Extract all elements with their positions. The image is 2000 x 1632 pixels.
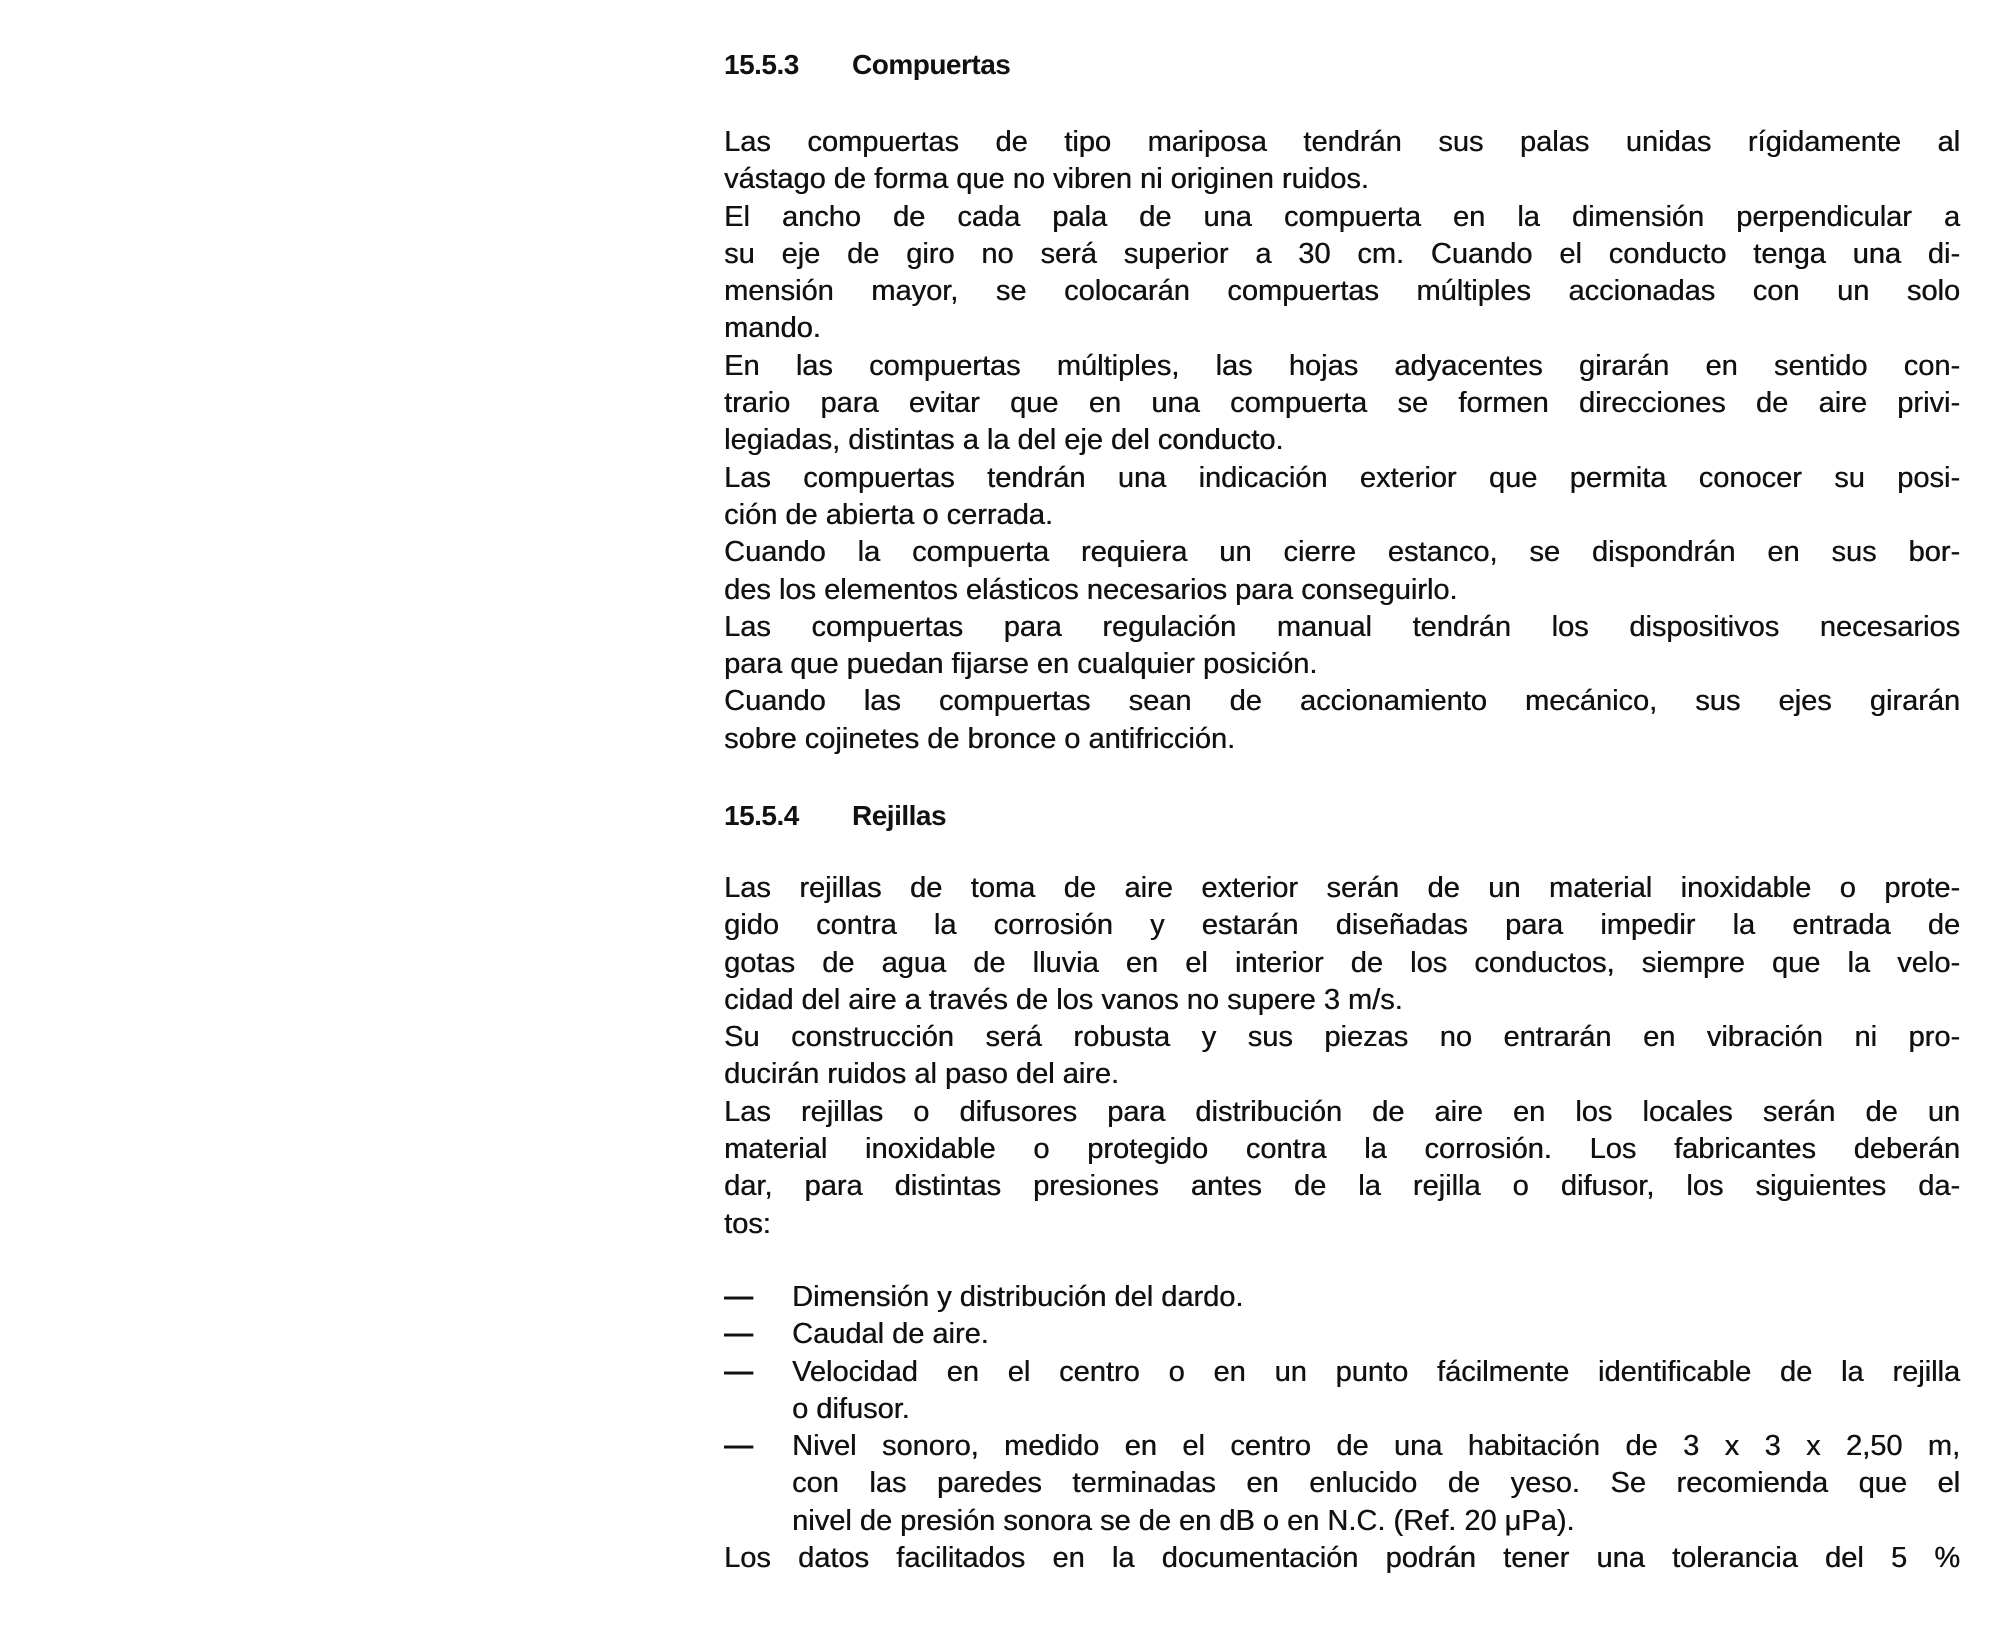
dash-bullet-icon: — [724,1355,753,1388]
paragraph [724,683,1960,758]
text-line: Cuando las compuertas sean de accionamiento mecánico, sus ejes girarán [724,685,1960,718]
dash-bullet-icon: — [724,1430,753,1463]
text-line: su eje de giro no será superior a 30 cm. Cuando el conducto tenga una di- [724,237,1960,270]
text-line: cidad del aire a través de los vanos no supere 3 m/s. [724,983,1403,1016]
paragraph [724,199,1960,348]
paragraph [724,870,1960,1019]
paragraph [724,609,1960,684]
paragraph [724,534,1960,609]
text-line: con las paredes terminadas en enlucido de yeso. Se recomienda que el [792,1467,1960,1500]
list-item-text [792,1428,1960,1540]
section-title: Rejillas [852,800,947,831]
text-line: sobre cojinetes de bronce o antifricción. [724,722,1236,755]
text-line: Las compuertas de tipo mariposa tendrán sus palas unidas rígidamente al [724,126,1960,158]
list-item [724,1316,1960,1353]
data-list [724,1279,1960,1577]
closing-line: Los datos facilitados en la documentación podrán tener una tolerancia del 5 % [724,1542,1960,1575]
paragraph [724,1094,1960,1243]
text-line: material inoxidable o protegido contra la corrosión. Los fabricantes deberán [724,1133,1960,1166]
text-line: legiadas, distintas a la del eje del conducto. [724,424,1284,457]
text-line: Su construcción será robusta y sus piezas no entrarán en vibración ni pro- [724,1021,1960,1054]
text-line: gotas de agua de lluvia en el interior de los conductos, siempre que la velo- [724,946,1960,979]
text-line: des los elementos elásticos necesarios para conseguirlo. [724,573,1458,606]
list-item-text [792,1279,1960,1316]
text-line: tos: [724,1207,771,1240]
text-line: Las compuertas tendrán una indicación exterior que permita conocer su posi- [724,461,1960,494]
dash-bullet-icon: — [724,1318,753,1351]
text-line: o difusor. [792,1392,910,1425]
list-item [724,1428,1960,1540]
text-line: Nivel sonoro, medido en el centro de una habitación de 3 x 3 x 2,50 m, [792,1430,1960,1463]
text-line: Cuando la compuerta requiera un cierre estanco, se dispondrán en sus bor- [724,536,1960,569]
text-line: Dimensión y distribución del dardo. [792,1281,1244,1313]
text-line: para que puedan fijarse en cualquier posición. [724,648,1318,681]
paragraph [724,460,1960,535]
text-line: Las compuertas para regulación manual tendrán los dispositivos necesarios [724,610,1960,643]
text-line: Las rejillas o difusores para distribución de aire en los locales serán de un [724,1095,1960,1128]
list-item [724,1354,1960,1429]
list-item-text [792,1316,1960,1353]
text-line: vástago de forma que no vibren ni originen ruidos. [724,163,1369,196]
text-line: mando. [724,312,821,345]
text-line: El ancho de cada pala de una compuerta en la dimensión perpendicular a [724,200,1960,233]
text-line: Caudal de aire. [792,1318,989,1351]
text-line: ción de abierta o cerrada. [724,498,1053,531]
text-line: En las compuertas múltiples, las hojas adyacentes girarán en sentido con- [724,349,1960,382]
section-body-compuertas [724,124,1960,758]
section-number: 15.5.4 [724,800,799,831]
section-number: 15.5.3 [724,49,799,80]
section-heading-rejillas [724,797,1960,834]
text-line: ducirán ruidos al paso del aire. [724,1058,1119,1091]
text-line: Velocidad en el centro o en un punto fácilmente identificable de la rejilla [792,1355,1960,1388]
text-line: Las rejillas de toma de aire exterior serán de un material inoxidable o prote- [724,872,1960,904]
dash-bullet-icon: — [724,1281,753,1313]
section-heading-compuertas [724,46,1960,83]
paragraph [724,348,1960,460]
text-line: trario para evitar que en una compuerta se formen direcciones de aire privi- [724,387,1960,420]
text-line: gido contra la corrosión y estarán diseñadas para impedir la entrada de [724,909,1960,942]
section-title: Compuertas [852,49,1011,80]
text-line: mensión mayor, se colocarán compuertas múltiples accionadas con un solo [724,275,1960,308]
list-item-text [792,1354,1960,1429]
paragraph [724,124,1960,199]
list-item [724,1279,1960,1316]
paragraph [724,1019,1960,1094]
section-body-rejillas [724,870,1960,1243]
text-line: nivel de presión sonora se de en dB o en N.C. (Ref. 20 μPa). [792,1504,1575,1537]
text-line: dar, para distintas presiones antes de la rejilla o difusor, los siguientes da- [724,1170,1960,1203]
